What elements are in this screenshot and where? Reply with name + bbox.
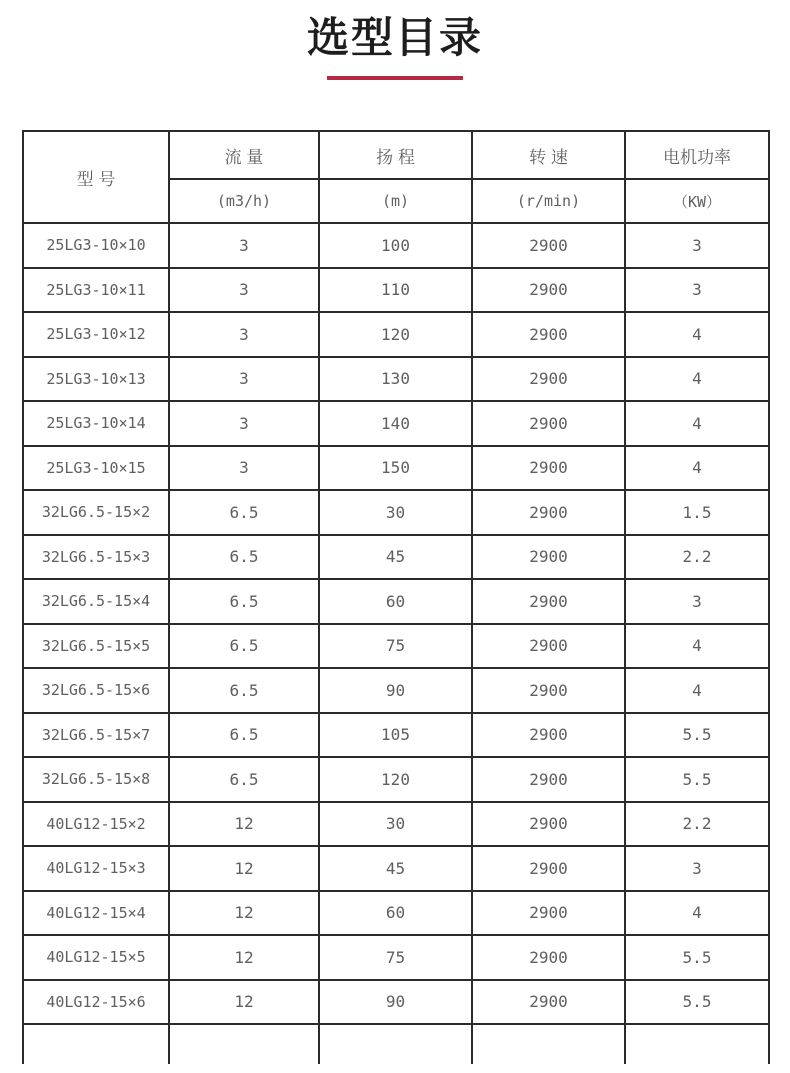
cell-speed: 2900 <box>472 490 625 535</box>
cell-power: 4 <box>625 446 769 491</box>
cell-model: 40LG12-15×4 <box>23 891 169 936</box>
cell-flow: 6.5 <box>169 490 319 535</box>
cell-flow: 6.5 <box>169 579 319 624</box>
cell-power: 4 <box>625 624 769 669</box>
cell-speed <box>472 1024 625 1064</box>
table-row <box>23 757 769 802</box>
cell-flow: 6.5 <box>169 713 319 758</box>
cell-flow: 3 <box>169 446 319 491</box>
cell-head: 150 <box>319 446 472 491</box>
cell-model: 40LG12-15×5 <box>23 935 169 980</box>
table-row <box>23 535 769 580</box>
table-row <box>23 713 769 758</box>
cell-head: 60 <box>319 579 472 624</box>
cell-model: 40LG12-15×3 <box>23 846 169 891</box>
cell-head: 120 <box>319 312 472 357</box>
title-underline <box>327 76 463 80</box>
col-unit-speed: (r/min) <box>472 179 625 223</box>
cell-model: 32LG6.5-15×2 <box>23 490 169 535</box>
cell-model: 25LG3-10×14 <box>23 401 169 446</box>
table-row <box>23 446 769 491</box>
cell-model: 25LG3-10×15 <box>23 446 169 491</box>
cell-model: 32LG6.5-15×4 <box>23 579 169 624</box>
cell-speed: 2900 <box>472 668 625 713</box>
cell-speed: 2900 <box>472 713 625 758</box>
cell-power: 5.5 <box>625 980 769 1025</box>
cell-flow: 3 <box>169 223 319 268</box>
cell-flow: 6.5 <box>169 624 319 669</box>
cell-model: 25LG3-10×13 <box>23 357 169 402</box>
cell-speed: 2900 <box>472 268 625 313</box>
cell-power: 1.5 <box>625 490 769 535</box>
cell-head: 100 <box>319 223 472 268</box>
cell-head: 130 <box>319 357 472 402</box>
cell-head: 60 <box>319 891 472 936</box>
cell-power: 4 <box>625 312 769 357</box>
cell-speed: 2900 <box>472 401 625 446</box>
cell-head: 110 <box>319 268 472 313</box>
cell-speed: 2900 <box>472 579 625 624</box>
table-row <box>23 223 769 268</box>
cell-head: 30 <box>319 802 472 847</box>
cell-power: 3 <box>625 579 769 624</box>
cell-power: 3 <box>625 223 769 268</box>
table-row <box>23 268 769 313</box>
table-row <box>23 935 769 980</box>
cell-head: 90 <box>319 668 472 713</box>
cell-power: 2.2 <box>625 535 769 580</box>
cell-model: 32LG6.5-15×5 <box>23 624 169 669</box>
table-row <box>23 891 769 936</box>
cell-power: 3 <box>625 846 769 891</box>
table-row <box>23 980 769 1025</box>
cell-model: 25LG3-10×12 <box>23 312 169 357</box>
cell-model <box>23 1024 169 1064</box>
cell-flow: 3 <box>169 357 319 402</box>
cell-head: 90 <box>319 980 472 1025</box>
cell-power: 2.2 <box>625 802 769 847</box>
cell-flow: 3 <box>169 268 319 313</box>
cell-head: 120 <box>319 757 472 802</box>
cell-power: 4 <box>625 891 769 936</box>
cell-flow: 12 <box>169 891 319 936</box>
cell-model: 40LG12-15×6 <box>23 980 169 1025</box>
cell-power: 5.5 <box>625 713 769 758</box>
cell-speed: 2900 <box>472 846 625 891</box>
partial-row <box>23 1024 769 1064</box>
col-header-model: 型 号 <box>23 131 169 223</box>
cell-flow: 12 <box>169 980 319 1025</box>
cell-flow: 12 <box>169 935 319 980</box>
cell-power: 3 <box>625 268 769 313</box>
cell-model: 32LG6.5-15×6 <box>23 668 169 713</box>
cell-speed: 2900 <box>472 935 625 980</box>
table-row <box>23 312 769 357</box>
cell-speed: 2900 <box>472 980 625 1025</box>
cell-head: 30 <box>319 490 472 535</box>
page-header <box>0 0 790 80</box>
cell-speed: 2900 <box>472 223 625 268</box>
cell-speed: 2900 <box>472 891 625 936</box>
cell-power: 4 <box>625 668 769 713</box>
cell-head: 140 <box>319 401 472 446</box>
partial-row-body <box>23 1024 769 1064</box>
cell-speed: 2900 <box>472 446 625 491</box>
col-header-power: 电机功率 <box>625 131 769 179</box>
cell-head: 75 <box>319 935 472 980</box>
cell-head: 75 <box>319 624 472 669</box>
col-header-head: 扬 程 <box>319 131 472 179</box>
cell-flow: 12 <box>169 846 319 891</box>
selection-table <box>22 130 770 1064</box>
page-title: 选型目录 <box>306 14 483 61</box>
cell-power <box>625 1024 769 1064</box>
col-unit-power: （KW） <box>625 179 769 223</box>
table-row <box>23 668 769 713</box>
cell-head: 45 <box>319 535 472 580</box>
table-row <box>23 357 769 402</box>
cell-model: 32LG6.5-15×8 <box>23 757 169 802</box>
cell-model: 32LG6.5-15×7 <box>23 713 169 758</box>
table-body <box>23 223 769 1024</box>
cell-model: 25LG3-10×10 <box>23 223 169 268</box>
cell-speed: 2900 <box>472 357 625 402</box>
table-row <box>23 802 769 847</box>
cell-flow: 6.5 <box>169 535 319 580</box>
table-row <box>23 401 769 446</box>
cell-model: 32LG6.5-15×3 <box>23 535 169 580</box>
cell-flow: 3 <box>169 312 319 357</box>
col-header-flow: 流 量 <box>169 131 319 179</box>
cell-flow: 6.5 <box>169 668 319 713</box>
cell-power: 4 <box>625 357 769 402</box>
table-row <box>23 490 769 535</box>
cell-model: 40LG12-15×2 <box>23 802 169 847</box>
cell-speed: 2900 <box>472 535 625 580</box>
col-unit-head: (m) <box>319 179 472 223</box>
col-header-speed: 转 速 <box>472 131 625 179</box>
col-unit-flow: (m3/h) <box>169 179 319 223</box>
table-header <box>23 131 769 223</box>
cell-speed: 2900 <box>472 802 625 847</box>
table-row <box>23 579 769 624</box>
cell-flow <box>169 1024 319 1064</box>
cell-power: 5.5 <box>625 757 769 802</box>
cell-flow: 3 <box>169 401 319 446</box>
cell-power: 4 <box>625 401 769 446</box>
cell-speed: 2900 <box>472 624 625 669</box>
cell-head: 45 <box>319 846 472 891</box>
cell-head <box>319 1024 472 1064</box>
cell-model: 25LG3-10×11 <box>23 268 169 313</box>
cell-speed: 2900 <box>472 312 625 357</box>
cell-head: 105 <box>319 713 472 758</box>
cell-flow: 12 <box>169 802 319 847</box>
table-row <box>23 624 769 669</box>
cell-speed: 2900 <box>472 757 625 802</box>
cell-power: 5.5 <box>625 935 769 980</box>
cell-flow: 6.5 <box>169 757 319 802</box>
table-row <box>23 846 769 891</box>
